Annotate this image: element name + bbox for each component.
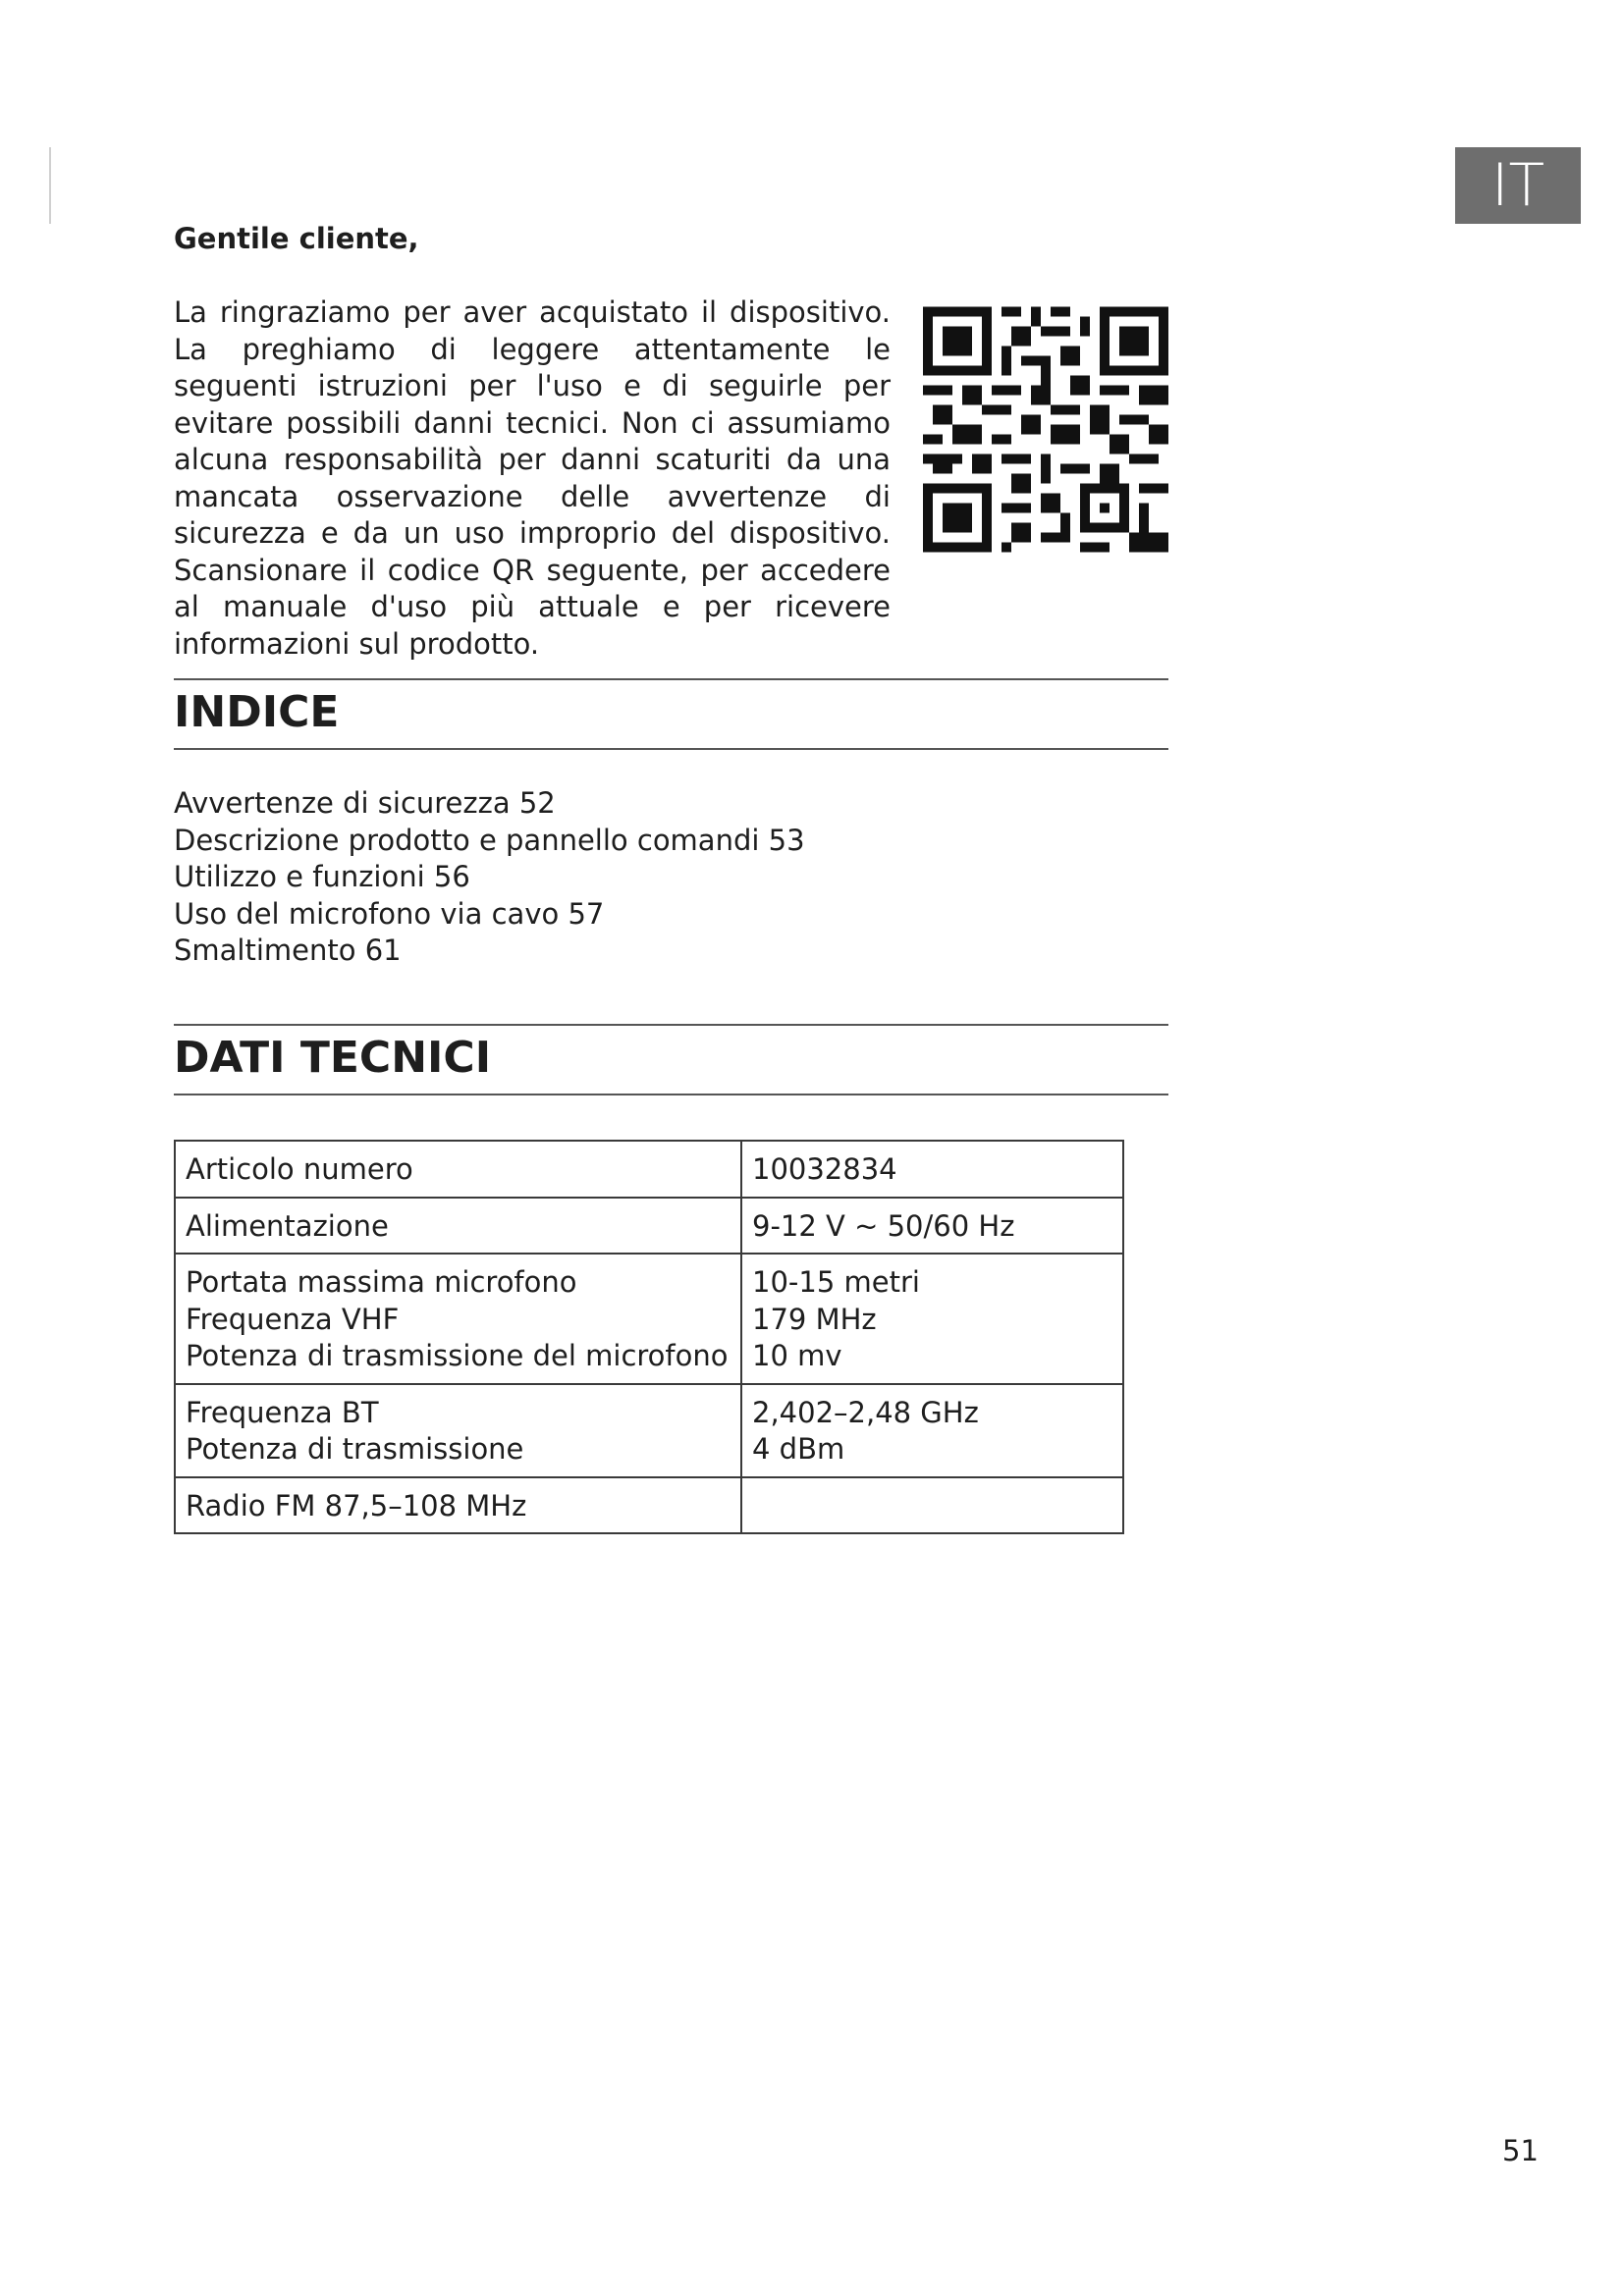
spec-key: Radio FM 87,5–108 MHz: [175, 1477, 741, 1534]
table-row: [175, 1254, 1123, 1384]
intro-paragraph: La ringraziamo per aver acquistato il dispositivo. La preghiamo di leggere attentamente le seguenti istruzioni per l'uso e di seguirle per evitare possibili danni tecnici. Non ci assumiamo alcuna responsabilità per danni scaturiti da una mancata osservazione delle avvertenze di sicurezza e da un uso improprio del dispositivo. Scansionare il codice QR seguente, per accedere al manuale d'uso più attuale e per ricevere informazioni sul prodotto.: [174, 295, 891, 661]
index-rule-bottom: [174, 748, 1168, 750]
spec-value: 10-15 metri 179 MHz 10 mv: [741, 1254, 1123, 1384]
specs-table: [174, 1140, 1124, 1534]
index-item: Uso del microfono via cavo 57: [174, 896, 605, 931]
spec-value: [741, 1477, 1123, 1534]
table-row: [175, 1384, 1123, 1477]
spec-value: 10032834: [741, 1141, 1123, 1198]
index-item: Avvertenze di sicurezza 52: [174, 786, 556, 820]
index-item: Descrizione prodotto e pannello comandi 53: [174, 823, 805, 857]
specs-rule-bottom: [174, 1094, 1168, 1095]
index-item: Utilizzo e funzioni 56: [174, 860, 470, 893]
language-tab: IT: [1455, 147, 1581, 224]
spec-key: Alimentazione: [175, 1198, 741, 1255]
spec-key: Portata massima microfono Frequenza VHF Potenza di trasmissione del microfono: [175, 1254, 741, 1384]
index-list: [174, 785, 805, 970]
spec-value: 9-12 V ~ 50/60 Hz: [741, 1198, 1123, 1255]
table-row: [175, 1141, 1123, 1198]
specs-title: DATI TECNICI: [174, 1033, 492, 1083]
page-number: 51: [1502, 2134, 1539, 2167]
spec-value: 2,402–2,48 GHz 4 dBm: [741, 1384, 1123, 1477]
specs-rule-top: [174, 1024, 1168, 1026]
table-row: [175, 1477, 1123, 1534]
greeting: Gentile cliente,: [174, 222, 419, 255]
index-title: INDICE: [174, 687, 340, 737]
spec-key: Frequenza BT Potenza di trasmissione: [175, 1384, 741, 1477]
index-item: Smaltimento 61: [174, 934, 402, 967]
index-rule-top: [174, 678, 1168, 680]
table-row: [175, 1198, 1123, 1255]
margin-rule: [49, 147, 51, 224]
qr-code: [923, 304, 1168, 555]
spec-key: Articolo numero: [175, 1141, 741, 1198]
